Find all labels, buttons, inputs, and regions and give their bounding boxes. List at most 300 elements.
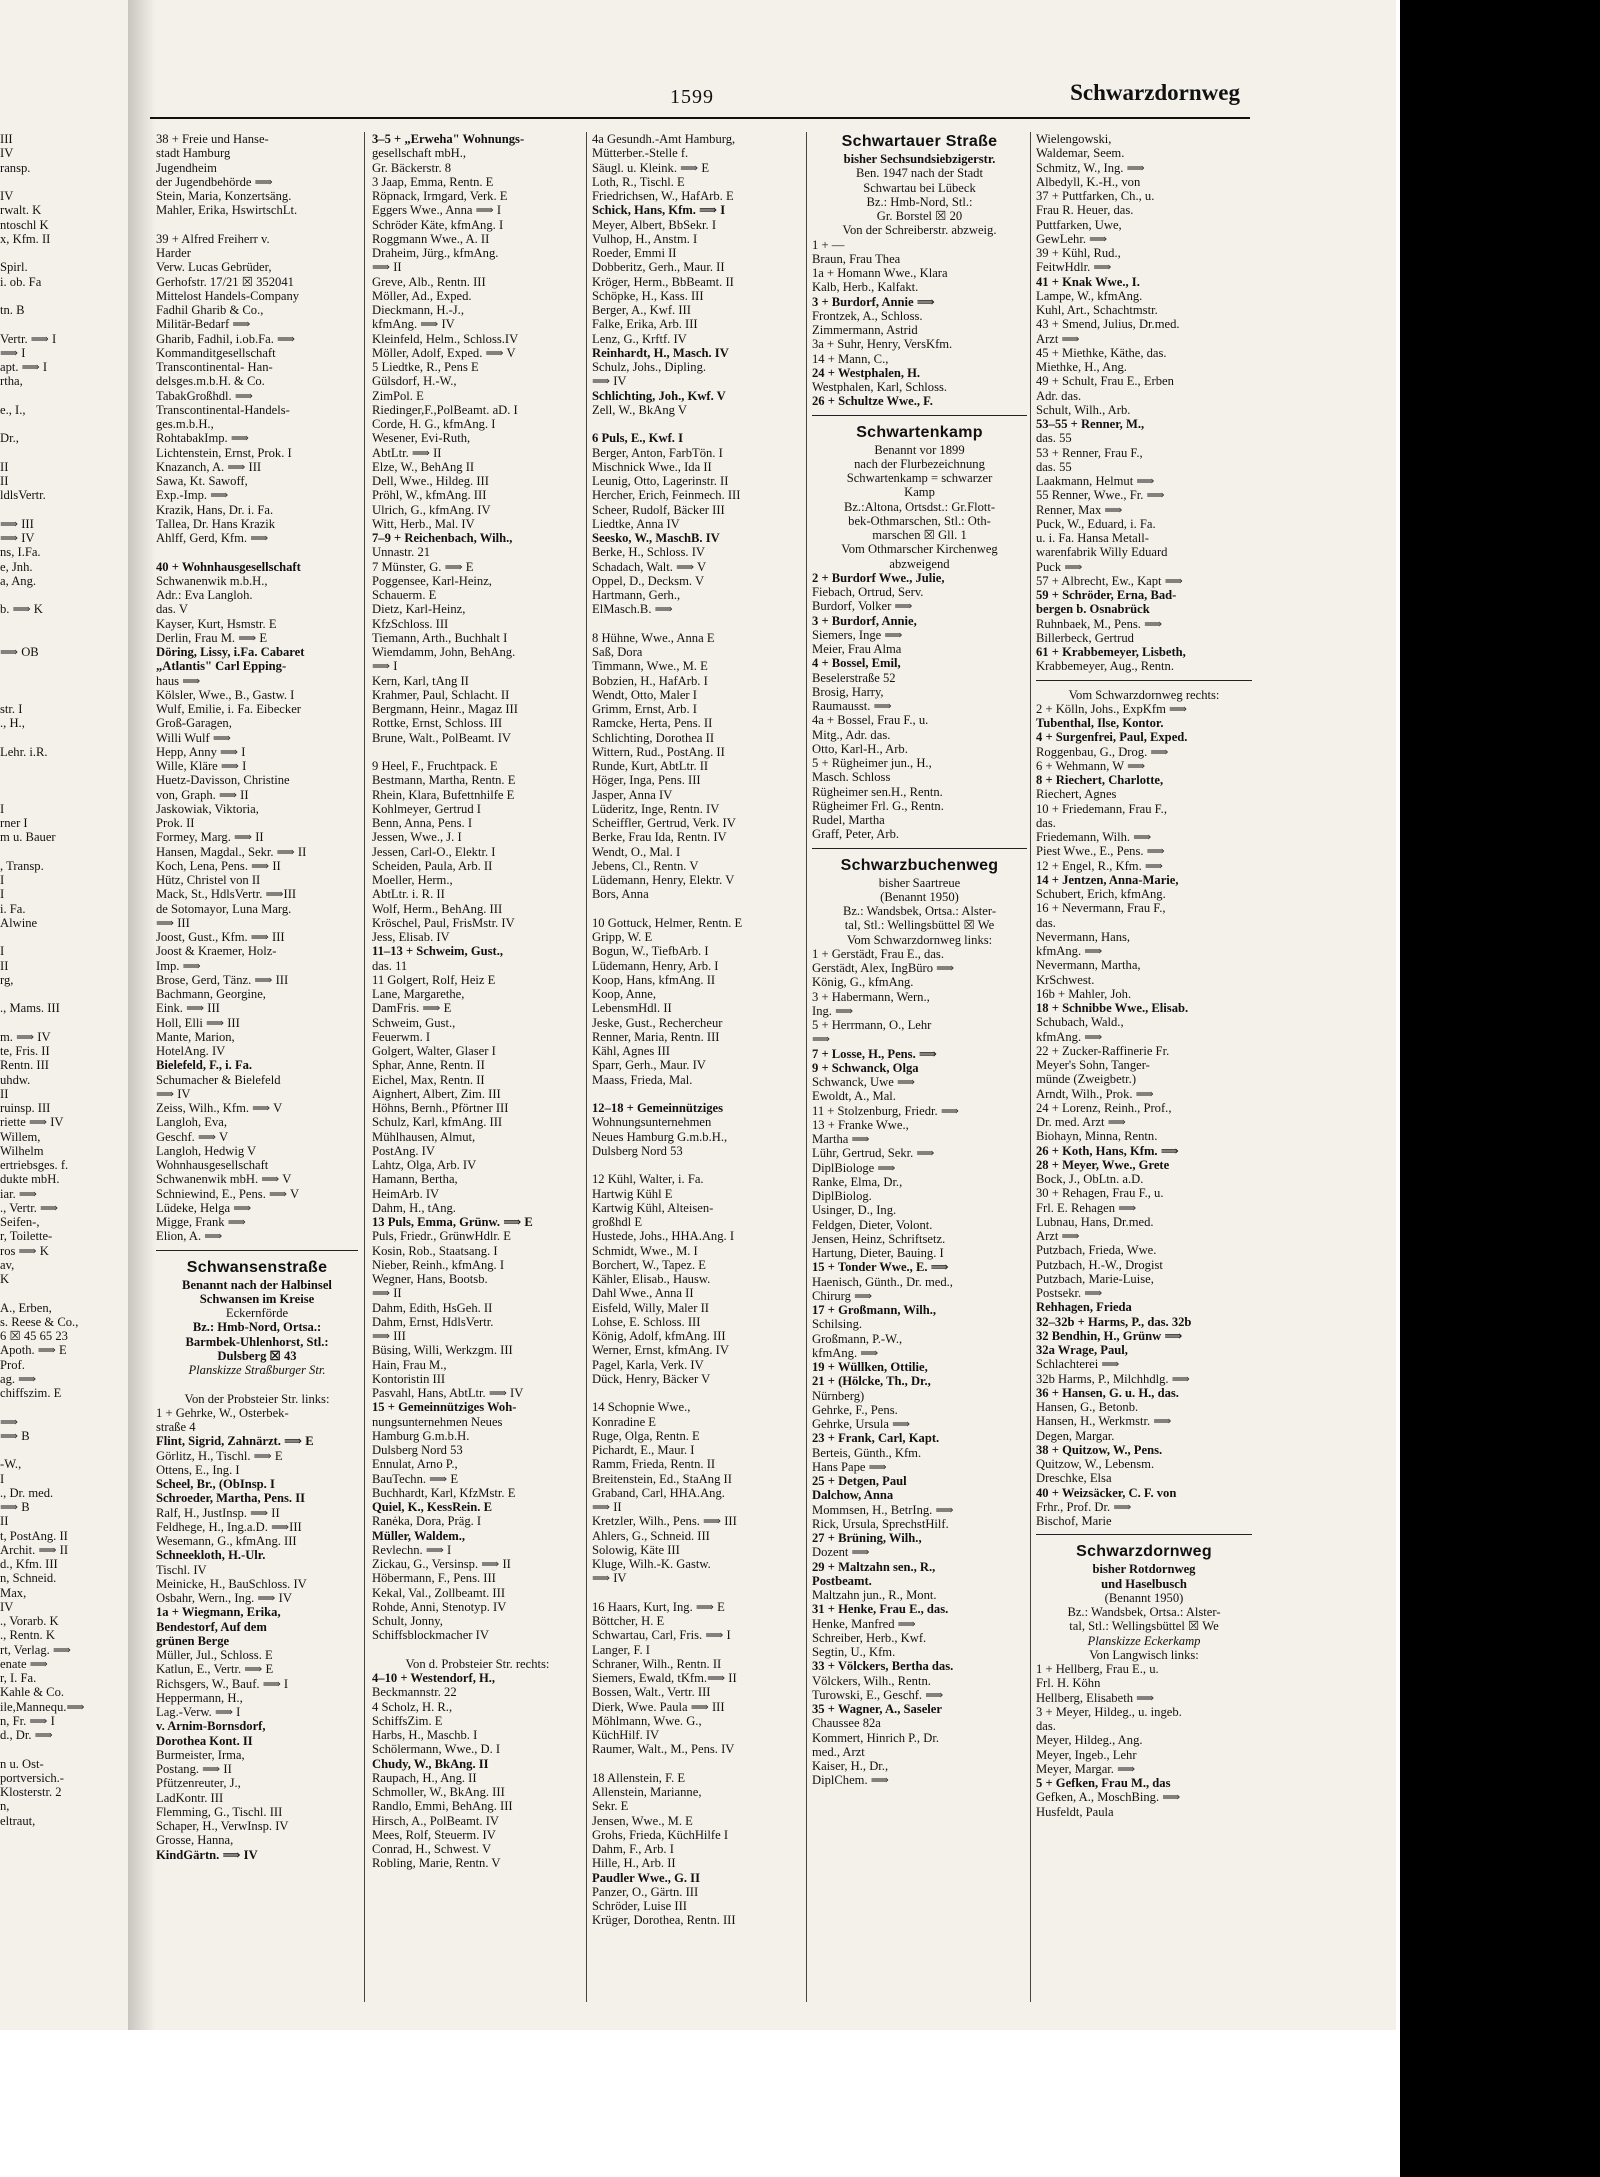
entry-line: Benannt nach der Halbinsel (182, 1277, 332, 1292)
entry-line: Zell, W., BkAng V (592, 402, 687, 417)
entry-line: 4–10 + Westendorf, H., (372, 1671, 496, 1685)
entry-line: 39 + Alfred Freiherr v. (156, 231, 270, 246)
entry-line: Zickau, G., Versinsp. ⟹ II (372, 1557, 511, 1571)
entry-line: Lohse, E. Schloss. III (592, 1314, 701, 1329)
entry-line: Aignhert, Albert, Zim. III (372, 1086, 501, 1101)
entry-line: (Benannt 1950) (880, 889, 959, 904)
entry-line: uhdw. (0, 1072, 31, 1087)
entry-line: 57 + Albrecht, Ew., Kapt ⟹ (1036, 573, 1183, 588)
entry-line: 3 + Burdorf, Annie ⟹ (812, 294, 935, 309)
entry-line: Richsgers, W., Bauf. ⟹ I (156, 1676, 289, 1691)
entry-line (0, 631, 120, 645)
entry-line: DamFris. ⟹ E (372, 1001, 452, 1016)
entry-line: 14 + Mann, C., (812, 351, 889, 366)
entry-line: Böttcher, H. E (592, 1614, 665, 1628)
entry-line (0, 446, 120, 460)
entry-line: ., H., (0, 716, 25, 731)
entry-line: Scheiden, Paula, Arb. II (372, 858, 493, 873)
entry-line: Dorothea Kont. II (156, 1733, 253, 1748)
entry-line: Krahmer, Paul, Schlacht. II (372, 687, 510, 702)
entry-line: IV (0, 189, 14, 203)
entry-line: 22 + Zucker-Raffinerie Fr. (1036, 1043, 1170, 1058)
entry-line: Buchhardt, Karl, KfzMstr. E (372, 1485, 516, 1500)
entry-line: 6 ☒ 45 65 23 (0, 1329, 68, 1343)
entry-line: Arzt ⟹ (1036, 331, 1080, 346)
entry-line: Hustede, Johs., HHA.Ang. I (592, 1229, 735, 1244)
entry-line: Militär-Bedarf ⟹ (156, 317, 251, 332)
entry-line: Benannt vor 1899 (874, 442, 965, 457)
entry-line: Hepp, Anny ⟹ I (156, 744, 246, 759)
entry-line: Joost & Kraemer, Holz- (156, 944, 277, 959)
entry-line: 37 + Puttfarken, Ch., u. (1036, 189, 1155, 203)
entry-line: Scheel, Br., (ObInsp. I (156, 1477, 275, 1491)
entry-line: Planskizze Straßburger Str. (188, 1363, 326, 1377)
entry-line: Ahlers, G., Schneid. III (592, 1528, 710, 1543)
entry-line: Raumausst. ⟹ (812, 699, 892, 713)
entry-line: Dr., (0, 431, 19, 446)
entry-line: Puck, W., Eduard, i. Fa. (1036, 516, 1156, 531)
entry-line: Völckers, Wilh., Rentn. (812, 1673, 931, 1688)
entry-line: Bogun, W., TiefbArb. I (592, 944, 709, 959)
entry-line: Benn, Anna, Pens. I (372, 816, 473, 830)
entry-line: Oppel, D., Decksm. V (592, 573, 705, 588)
column-5 (1036, 132, 1252, 2012)
entry-line (592, 1586, 805, 1600)
entry-line: Graff, Peter, Arb. (812, 827, 900, 842)
entry-line: A., Erben, (0, 1300, 52, 1315)
entry-line: Schubach, Wald., (1036, 1015, 1124, 1030)
entry-line: 3 + Burdorf, Annie, (812, 613, 917, 628)
entry-line: 1a + Wiegmann, Erika, (156, 1605, 281, 1620)
entry-line: bisher Rotdornweg (1092, 1562, 1196, 1577)
entry-line: Möller, Adolf, Exped. ⟹ V (372, 345, 516, 360)
entry-line: Poggensee, Karl-Heinz, (372, 573, 492, 588)
entry-line: Schlichting, Dorothea II (592, 730, 715, 745)
entry-line: ZimPol. E (372, 388, 424, 403)
entry-line: Wilhelm (0, 1143, 44, 1158)
entry-line: Mischnick Wwe., Ida II (592, 459, 712, 474)
entry-line: str. I (0, 702, 23, 716)
entry-line: bergen b. Osnabrück (1036, 602, 1150, 617)
entry-line: Schmitz, W., Ing. ⟹ (1036, 160, 1145, 175)
entry-line: I (0, 801, 5, 816)
entry-line: 1 + — (812, 237, 845, 252)
entry-line: münde (Zweigbetr.) (1036, 1072, 1137, 1087)
entry-line: Schmoller, W., BkAng. III (372, 1785, 505, 1799)
entry-line: Zimmermann, Astrid (812, 323, 918, 337)
entry-line: chiffszim. E (0, 1386, 62, 1400)
entry-line: n, Fr. ⟹ I (0, 1713, 55, 1728)
entry-line: Berteis, Günth., Kfm. (812, 1445, 922, 1460)
entry-line: Hansen, H., Werkmstr. ⟹ (1036, 1414, 1172, 1429)
entry-line: Kuhl, Art., Schachtmstr. (1036, 303, 1158, 317)
entry-line: e., I., (0, 402, 26, 417)
entry-line: Berger, Anton, FarbTön. I (592, 445, 723, 460)
entry-line (0, 759, 120, 773)
entry-line: Kaiser, H., Dr., (812, 1759, 889, 1773)
entry-line: ⟹ B (0, 1428, 30, 1443)
entry-line: von, Graph. ⟹ II (156, 787, 249, 802)
entry-line: Büsing, Willi, Werkzgm. III (372, 1343, 513, 1358)
entry-line: Gharib, Fadhil, i.ob.Fa. ⟹ (156, 331, 296, 346)
entry-line: Corde, H. G., kfmAng. I (372, 417, 496, 431)
entry-line: Schwanenwik mbH. ⟹ V (156, 1172, 292, 1187)
entry-line: Mees, Rolf, Steuerm. IV (372, 1827, 496, 1842)
section-rule (1036, 1534, 1252, 1535)
entry-line: Wesemann, G., kfmAng. III (156, 1534, 297, 1548)
entry-line: ldlsVertr. (0, 488, 46, 503)
entry-line: Max, (0, 1585, 27, 1600)
entry-line: Mitg., Adr. das. (812, 727, 891, 742)
entry-line: 2 + Burdorf Wwe., Julie, (812, 570, 945, 585)
entry-line: III (0, 132, 13, 146)
entry-line: Schraner, Wilh., Rentn. II (592, 1656, 722, 1671)
entry-line: Putzbach, Frieda, Wwe. (1036, 1243, 1157, 1258)
entry-line: Hans Pape ⟹ (812, 1459, 887, 1474)
entry-line: Dell, Wwe., Hildeg. III (372, 474, 489, 488)
entry-line: Mante, Marion, (156, 1029, 235, 1044)
entry-line: Hille, H., Arb. II (592, 1856, 676, 1871)
entry-line: 7–9 + Reichenbach, Wilh., (372, 531, 513, 545)
entry-line: Schwansen im Kreise (199, 1291, 315, 1306)
entry-line: Wittern, Rud., PostAng. II (592, 744, 725, 759)
entry-line: Vom Schwarzdornweg links: (846, 932, 993, 947)
entry-line: 12–18 + Gemeinnütziges (592, 1101, 724, 1115)
entry-line: BauTechn. ⟹ E (372, 1471, 459, 1486)
entry-line: Bestmann, Martha, Rentn. E (372, 773, 516, 788)
entry-line: Gehrke, Ursula ⟹ (812, 1417, 911, 1431)
entry-line: 9 + Schwanck, Olga (812, 1060, 919, 1075)
entry-line: 32 Bendhin, H., Grünw ⟹ (1036, 1328, 1183, 1343)
entry-line: Hercher, Erich, Feinmech. III (592, 488, 741, 503)
entry-line (592, 617, 805, 631)
entry-line (0, 417, 120, 431)
entry-line: Breitenstein, Ed., StaAng II (592, 1471, 732, 1486)
entry-line: marschen ☒ Gll. 1 (872, 528, 967, 542)
entry-line: I (0, 873, 5, 887)
entry-line: Görlitz, H., Tischl. ⟹ E (156, 1448, 283, 1463)
entry-line: Bobzien, H., HafArb. I (592, 673, 708, 688)
entry-line: Scheer, Rudolf, Bäcker III (592, 502, 725, 517)
entry-line: Röpnack, Irmgard, Verk. E (372, 189, 508, 203)
column-divider (1030, 132, 1031, 2002)
entry-line: Ranke, Elma, Dr., (812, 1174, 903, 1189)
entry-line: ⟹ IV (592, 374, 627, 389)
running-head: Schwarzdornweg (1070, 80, 1240, 105)
entry-line: Masch. Schloss (812, 770, 891, 785)
entry-line: Joost, Gust., Kfm. ⟹ III (156, 930, 285, 944)
entry-line: Berke, H., Schloss. IV (592, 545, 705, 560)
entry-line: Zeiss, Wilh., Kfm. ⟹ V (156, 1101, 283, 1115)
entry-line: Frl. E. Rehagen ⟹ (1036, 1200, 1137, 1215)
entry-line: Kölsler, Wwe., B., Gastw. I (156, 687, 295, 702)
entry-line: Rohde, Anni, Stenotyp. IV (372, 1599, 507, 1614)
entry-line: Roeder, Emmi II (592, 246, 677, 260)
entry-line: Schumacher & Bielefeld (156, 1072, 281, 1087)
entry-line: Schneekloth, H.-Ulr. (156, 1548, 266, 1563)
entry-line: grünen Berge (156, 1633, 230, 1648)
entry-line: Lahtz, Olga, Arb. IV (372, 1158, 477, 1172)
entry-line: r, Toilette- (0, 1229, 53, 1244)
entry-line: Imp. ⟹ (156, 958, 201, 973)
entry-line: Exp.-Imp. ⟹ (156, 488, 229, 503)
entry-line: 43 + Smend, Julius, Dr.med. (1036, 317, 1180, 332)
entry-line: Kröger, Herm., BbBeamt. II (592, 274, 734, 289)
entry-line: Albedyll, K.-H., von (1036, 174, 1141, 189)
street-heading: Schwartauer Straße (841, 133, 998, 150)
entry-line (372, 1643, 583, 1657)
entry-line: ., Mams. III (0, 1001, 60, 1016)
entry-line: 32a Wrage, Paul, (1036, 1343, 1128, 1357)
entry-line: Apoth. ⟹ E (0, 1343, 67, 1358)
entry-line: av, (0, 1257, 15, 1272)
entry-line: das. V (156, 602, 188, 617)
entry-line: ⟹ IV (592, 1571, 627, 1586)
entry-line: AbtLtr. i. R. II (372, 887, 445, 902)
entry-line: das. 11 (372, 958, 408, 973)
header-rule (150, 117, 1250, 119)
entry-line: Rhein, Klara, Bufettnhilfe E (372, 787, 515, 802)
entry-line: PostAng. IV (372, 1143, 435, 1158)
entry-line: LebensmHdl. II (592, 1001, 672, 1016)
entry-line: Vertr. ⟹ I (0, 331, 57, 346)
entry-line (0, 1443, 120, 1457)
entry-line: Nevermann, Martha, (1036, 958, 1141, 973)
entry-line: ., Dr. med. (0, 1485, 54, 1500)
entry-line: Gerstädt, Alex, IngBüro ⟹ (812, 961, 955, 975)
entry-line: Meyer, Ingeb., Lehr (1036, 1747, 1137, 1762)
entry-line: Tallea, Dr. Hans Krazik (156, 516, 276, 531)
entry-line: Paudler Wwe., G. II (592, 1870, 700, 1885)
entry-line: 3 + Meyer, Hildeg., u. ingeb. (1036, 1704, 1182, 1719)
entry-line: 61 + Krabbemeyer, Lisbeth, (1036, 645, 1186, 659)
entry-line: KrSchwest. (1036, 972, 1095, 987)
entry-line: r, I. Fa. (0, 1671, 37, 1685)
entry-line: 26 + Koth, Hans, Kfm. ⟹ (1036, 1143, 1179, 1158)
entry-line: Schult, Jonny, (372, 1614, 443, 1628)
entry-line: Wesener, Evi-Ruth, (372, 431, 471, 446)
entry-line: med., Arzt (812, 1744, 865, 1759)
entry-line: Hartung, Dieter, Bauing. I (812, 1246, 944, 1260)
entry-line: Wulf, Emilie, i. Fa. Eibecker (156, 702, 301, 716)
entry-line: Greve, Alb., Rentn. III (372, 274, 486, 289)
entry-line: Bossen, Walt., Vertr. III (592, 1685, 711, 1700)
entry-line: bisher Saartreue (878, 875, 961, 890)
entry-line: Ennulat, Arno P., (372, 1457, 458, 1472)
entry-line: Renner, Maria, Rentn. III (592, 1029, 720, 1044)
entry-line: Grosse, Hanna, (156, 1833, 234, 1848)
entry-line: Martha ⟹ (812, 1132, 870, 1146)
entry-line: Hartmann, Gerh., (592, 588, 681, 602)
entry-line: Osbahr, Wern., Ing. ⟹ IV (156, 1591, 292, 1605)
entry-line: Wegner, Hans, Bootsb. (372, 1272, 488, 1286)
entry-line: I (0, 887, 5, 902)
entry-line: a, Ang. (0, 573, 37, 588)
entry-line: Haenisch, Günth., Dr. med., (812, 1274, 953, 1289)
entry-line: straße 4 (156, 1420, 196, 1434)
entry-line: Archit. ⟹ II (0, 1542, 69, 1557)
entry-line: Liedtke, Anna IV (592, 516, 680, 531)
entry-line: rtha, (0, 374, 23, 389)
entry-line: Kekal, Val., Zollbeamt. III (372, 1585, 506, 1600)
entry-line: Lichtenstein, Ernst, Prok. I (156, 445, 292, 460)
entry-line: Bz.:Altona, Ortsdst.: Gr.Flott- (843, 499, 996, 514)
entry-line: Panzer, O., Gärtn. III (592, 1884, 699, 1899)
entry-line: bisher Sechsundsiebzigerstr. (843, 152, 996, 166)
entry-line: Kähler, Elisab., Hausw. (592, 1272, 711, 1286)
entry-line: Otto, Karl-H., Arb. (812, 741, 908, 756)
entry-line: Ranėka, Dora, Präg. I (372, 1514, 482, 1529)
entry-line: 25 + Detgen, Paul (812, 1474, 907, 1488)
entry-line: ⟹ (0, 1414, 19, 1429)
entry-line: GewLehr. ⟹ (1036, 231, 1108, 246)
entry-line: Lühr, Gertrud, Sekr. ⟹ (812, 1146, 935, 1161)
entry-line: Turowski, E., Geschf. ⟹ (812, 1687, 944, 1702)
entry-line: Kleinfeld, Helm., Schloss.IV (372, 331, 519, 346)
entry-line: ile,Mannequ.⟹ (0, 1699, 85, 1714)
entry-line: e, Jnh. (0, 559, 33, 574)
entry-line: 59 + Schröder, Erna, Bad- (1036, 588, 1177, 602)
entry-line (0, 674, 120, 688)
entry-line: Loth, R., Tischl. E (592, 174, 685, 189)
entry-line: Gerhofstr. 17/21 ☒ 352041 (156, 274, 294, 289)
entry-line: Friedemann, Wilh. ⟹ (1036, 830, 1152, 844)
entry-line: rt, Verlag. ⟹ (0, 1642, 71, 1657)
entry-line: Derlin, Frau M. ⟹ E (156, 630, 268, 645)
entry-line: Müller, Waldem., (372, 1528, 466, 1543)
entry-line: Schlachterei ⟹ (1036, 1357, 1120, 1372)
entry-line: ges.m.b.H., (156, 417, 214, 431)
entry-line: Mühlhausen, Almut, (372, 1129, 476, 1144)
entry-line: riette ⟹ IV (0, 1115, 64, 1130)
entry-line: Dieckmann, H.-J., (372, 303, 464, 317)
entry-line: Willi Wulf ⟹ (156, 730, 231, 745)
entry-line: 1 + Hellberg, Frau E., u. (1036, 1662, 1159, 1676)
entry-line: ⟹ III (372, 1329, 406, 1343)
entry-line: eltraut, (0, 1813, 36, 1828)
entry-line: Konradine E (592, 1414, 656, 1429)
entry-line: Dahm, Edith, HsGeh. II (372, 1300, 493, 1315)
entry-line: 15 + Gemeinnütziges Woh- (372, 1400, 517, 1415)
entry-line: n, Schneid. (0, 1571, 57, 1586)
entry-line: 24 + Lorenz, Reinh., Prof., (1036, 1100, 1172, 1115)
entry-line: 9 Heel, F., Fruchtpack. E (372, 759, 498, 773)
entry-line: Langloh, Eva, (156, 1115, 227, 1130)
entry-line: Transcontinental- Han- (156, 360, 273, 374)
entry-line: Bachmann, Georgine, (156, 987, 266, 1001)
entry-line: Gr. Borstel ☒ 20 (876, 209, 963, 223)
entry-line: Hütz, Christel von II (156, 873, 261, 887)
entry-line: Waldemar, Seem. (1036, 146, 1125, 161)
entry-line: Seesko, W., MaschB. IV (592, 531, 720, 545)
entry-line: Krüger, Dorothea, Rentn. III (592, 1913, 736, 1928)
entry-line: Sekr. E (592, 1799, 629, 1814)
entry-line: haus ⟹ (156, 673, 201, 688)
entry-line: Adr. das. (1036, 388, 1082, 403)
entry-line: delsges.m.b.H. & Co. (156, 374, 265, 389)
entry-line: Groß-Garagen, (156, 716, 232, 731)
entry-line: 8 Hühne, Wwe., Anna E (592, 630, 715, 645)
entry-line: Kommert, Hinrich P., Dr. (812, 1730, 939, 1745)
entry-line: iar. ⟹ (0, 1186, 37, 1201)
entry-line: Wiemdamm, John, BehAng. (372, 645, 516, 659)
entry-line: Barmbek-Uhlenhorst, Stl.: (185, 1334, 329, 1349)
entry-line: Rottke, Ernst, Schloss. III (372, 716, 503, 731)
entry-line: König, Adolf, kfmAng. III (592, 1329, 726, 1343)
entry-line: 10 Gottuck, Helmer, Rentn. E (592, 915, 743, 930)
entry-line: 30 + Rehagen, Frau F., u. (1036, 1186, 1164, 1201)
entry-line: 55 Renner, Wwe., Fr. ⟹ (1036, 488, 1165, 503)
entry-line: Geschf. ⟹ V (156, 1129, 229, 1144)
entry-line: Lag.-Verw. ⟹ I (156, 1705, 241, 1719)
entry-line (156, 218, 358, 232)
entry-line: portversich.- (0, 1770, 64, 1785)
entry-line: Degen, Margar. (1036, 1428, 1115, 1443)
entry-line: Lampe, W., kfmAng. (1036, 288, 1143, 303)
entry-line: 31 + Henke, Frau E., das. (812, 1602, 949, 1617)
entry-line (0, 317, 120, 331)
entry-line: Dalchow, Anna (812, 1488, 894, 1503)
entry-line: t, PostAng. II (0, 1528, 68, 1543)
entry-line: das. 55 (1036, 459, 1072, 474)
entry-line: 11 + Stolzenburg, Friedr. ⟹ (812, 1103, 959, 1118)
entry-line: Westphalen, Karl, Schloss. (812, 380, 948, 394)
entry-line: Kalb, Herb., Kalfakt. (812, 280, 919, 295)
entry-line: Mommsen, H., BetrIng. ⟹ (812, 1502, 954, 1517)
column-divider (364, 132, 365, 2002)
entry-line: Jaskowiak, Viktoria, (156, 801, 259, 816)
entry-line: tal, Stl.: Wellingsbüttel ☒ We (1069, 1619, 1219, 1634)
entry-line: ntoschl K (0, 217, 49, 232)
entry-line: IV (0, 1599, 14, 1614)
entry-line: Kluge, Wilh.-K. Gastw. (592, 1557, 711, 1571)
entry-line: apt. ⟹ I (0, 360, 48, 374)
entry-line (592, 1087, 805, 1101)
entry-line: 35 + Wagner, A., Saseler (812, 1702, 942, 1716)
entry-line: Feuerwm. I (372, 1029, 431, 1044)
entry-line: Berger, A., Kwf. III (592, 303, 691, 317)
entry-line: te, Fris. II (0, 1044, 50, 1058)
entry-line: Pasvahl, Hans, AbtLtr. ⟹ IV (372, 1386, 524, 1400)
entry-line (0, 987, 120, 1001)
entry-line: Schwanck, Uwe ⟹ (812, 1075, 916, 1089)
entry-line: Fiebach, Ortrud, Serv. (812, 585, 924, 599)
entry-line: Husfeldt, Paula (1036, 1804, 1114, 1819)
entry-line: Gehrke, F., Pens. (812, 1402, 898, 1417)
street-heading: Schwarzbuchenweg (840, 856, 999, 874)
entry-line: Bz.: Hmb-Nord, Stl.: (866, 194, 973, 209)
entry-line: Wendt, O., Mal. I (592, 844, 681, 859)
entry-line: 29 + Maltzahn sen., R., (812, 1559, 936, 1574)
entry-line: Höbermann, F., Pens. III (372, 1571, 496, 1586)
entry-line: Hansen, Magdal., Sekr. ⟹ II (156, 844, 307, 859)
entry-line: Scheiffler, Gertrud, Verk. IV (592, 816, 736, 830)
entry-line: Von der Schreiberstr. abzweig. (842, 223, 997, 238)
entry-line (592, 1158, 805, 1172)
entry-line: Arzt ⟹ (1036, 1229, 1080, 1243)
entry-line: Adr.: Eva Langloh. (156, 588, 253, 602)
entry-line: i. Fa. (0, 901, 26, 916)
entry-line: Eggers Wwe., Anna ⟹ I (372, 203, 502, 218)
entry-line: Schick, Hans, Kfm. ⟹ I (592, 203, 726, 218)
entry-line: Schröder Käte, kfmAng. I (372, 217, 504, 232)
entry-line: Postang. ⟹ II (156, 1762, 232, 1776)
entry-line: Werner, Ernst, kfmAng. IV (592, 1343, 729, 1358)
entry-line: 53 + Renner, Frau F., (1036, 445, 1143, 460)
entry-line: I (0, 944, 5, 959)
entry-line: 3–5 + „Erweha" Wohnungs- (372, 132, 525, 146)
entry-line: Kähl, Agnes III (592, 1044, 670, 1058)
